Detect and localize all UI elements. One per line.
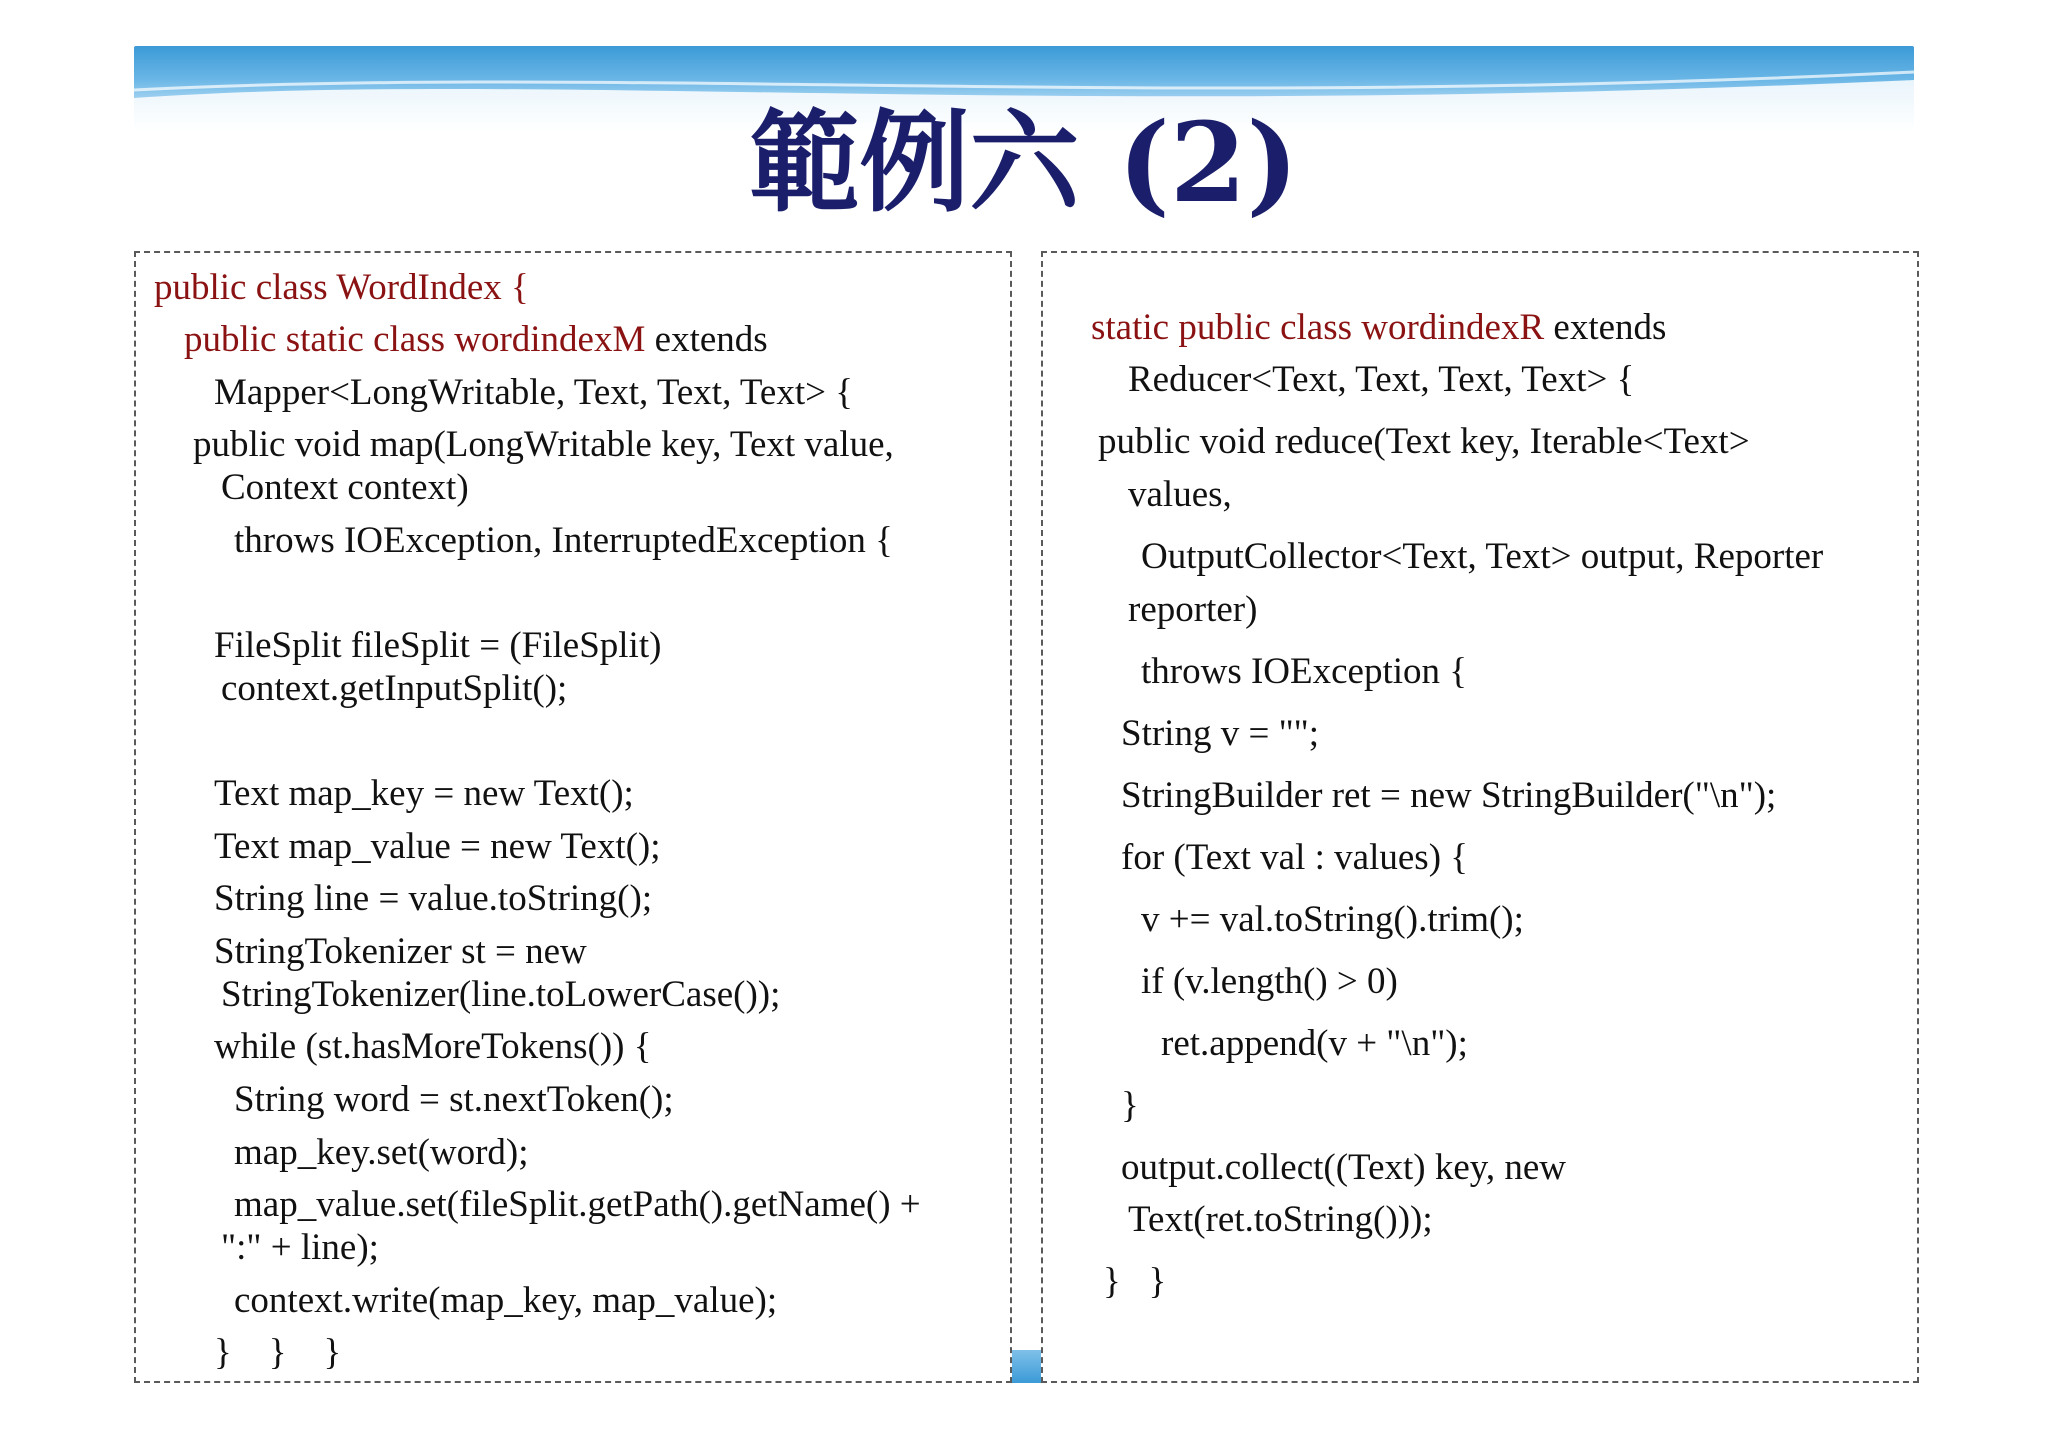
code-line: } } } xyxy=(214,1332,342,1373)
code-line: FileSplit fileSplit = (FileSplit) xyxy=(214,625,662,666)
code-line: ret.append(v + "\n"); xyxy=(1161,1023,1468,1064)
code-line: public void map(LongWritable key, Text value, xyxy=(193,424,894,465)
code-line: context.write(map_key, map_value); xyxy=(234,1280,778,1321)
code-line: while (st.hasMoreTokens()) { xyxy=(214,1026,652,1067)
code-line: context.getInputSplit(); xyxy=(221,668,568,709)
slide-title: 範例六 (2) xyxy=(749,98,1299,227)
code-line: ":" + line); xyxy=(221,1227,379,1268)
code-line: } xyxy=(1121,1085,1139,1126)
code-line: v += val.toString().trim(); xyxy=(1141,899,1524,940)
code-line: public static class wordindexM extends xyxy=(184,319,768,360)
code-line: throws IOException, InterruptedException { xyxy=(234,520,893,561)
code-line: map_key.set(word); xyxy=(234,1132,529,1173)
code-line: output.collect((Text) key, new xyxy=(1121,1147,1567,1188)
panel-divider-marker xyxy=(1012,1350,1041,1383)
code-line: static public class wordindexR extends xyxy=(1091,307,1667,348)
left-code-panel xyxy=(134,251,1012,1383)
code-line: StringTokenizer st = new xyxy=(214,931,587,972)
code-line: StringBuilder ret = new StringBuilder("\n"); xyxy=(1121,775,1777,816)
code-line: throws IOException { xyxy=(1141,651,1468,692)
code-line: reporter) xyxy=(1128,589,1258,630)
code-line: public class WordIndex { xyxy=(154,267,529,308)
code-line: Mapper<LongWritable, Text, Text, Text> { xyxy=(214,372,854,413)
code-line: String word = st.nextToken(); xyxy=(234,1079,674,1120)
code-line: map_value.set(fileSplit.getPath().getName() + xyxy=(234,1184,921,1225)
code-line: Text map_key = new Text(); xyxy=(214,773,634,814)
code-line: String v = ""; xyxy=(1121,713,1320,754)
code-line: Text(ret.toString())); xyxy=(1128,1199,1433,1240)
code-line: OutputCollector<Text, Text> output, Reporter xyxy=(1141,536,1824,577)
right-code-panel xyxy=(1041,251,1919,1383)
code-line: Context context) xyxy=(221,467,469,508)
code-line: String line = value.toString(); xyxy=(214,878,653,919)
code-line: Reducer<Text, Text, Text, Text> { xyxy=(1128,359,1635,400)
code-line: for (Text val : values) { xyxy=(1121,837,1469,878)
code-line: } } xyxy=(1103,1261,1167,1302)
code-line: values, xyxy=(1128,474,1232,515)
code-line: StringTokenizer(line.toLowerCase()); xyxy=(221,974,781,1015)
code-line: if (v.length() > 0) xyxy=(1141,961,1398,1002)
code-line: public void reduce(Text key, Iterable<Text> xyxy=(1098,421,1750,462)
code-line: Text map_value = new Text(); xyxy=(214,826,661,867)
